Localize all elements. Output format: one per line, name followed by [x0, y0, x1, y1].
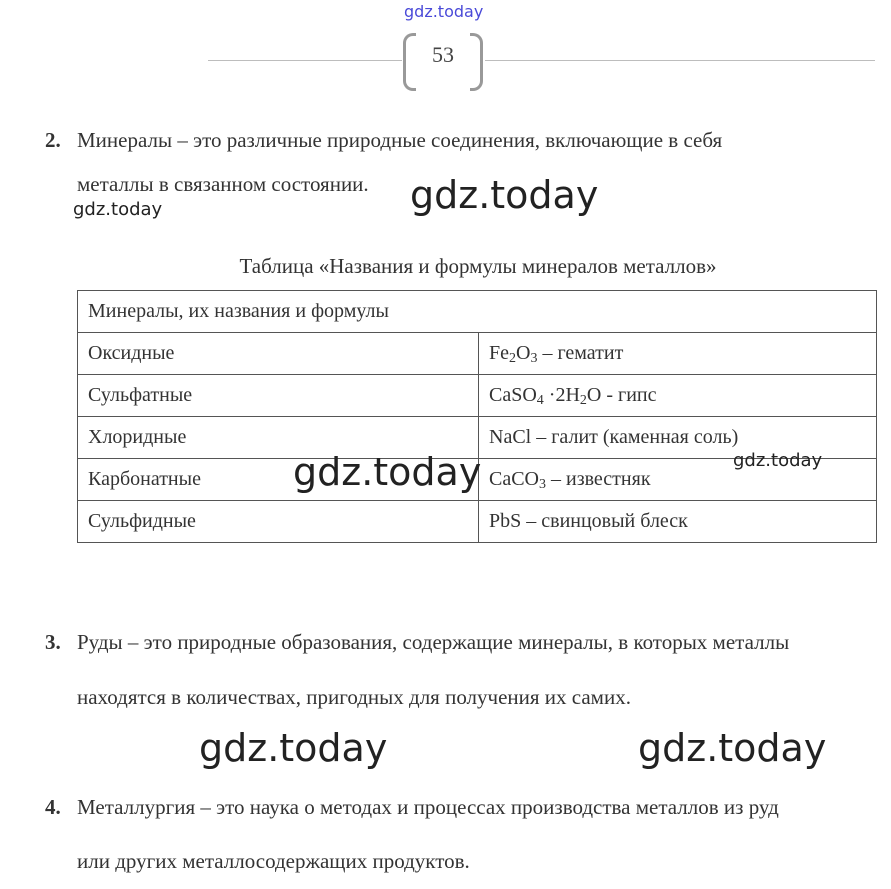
- table-header: Минералы, их названия и формулы: [78, 291, 877, 333]
- mineral-formula: PbS – свинцовый блеск: [479, 501, 877, 543]
- item-3-line-2: находятся в количествах, пригодных для получения их самих.: [77, 685, 631, 709]
- mineral-formula: $Fe_2O_3$ – гематит: [479, 333, 877, 375]
- watermark: gdz.today: [638, 726, 827, 770]
- table-header-row: [78, 291, 877, 333]
- mineral-type: Сульфатные: [78, 375, 479, 417]
- table-row: [78, 333, 877, 375]
- table-row: [78, 375, 877, 417]
- item-4-number: 4.: [45, 795, 61, 819]
- mineral-type: Карбонатные: [78, 459, 479, 501]
- mineral-formula: CaCO$_3$ – известняк: [479, 459, 877, 501]
- mineral-type: Сульфидные: [78, 501, 479, 543]
- watermark: gdz.today: [73, 199, 163, 220]
- item-2-number: 2.: [45, 128, 61, 152]
- header-rule-right: [485, 60, 875, 61]
- minerals-table: [77, 290, 877, 543]
- table-caption: Таблица «Названия и формулы минералов металлов»: [239, 254, 717, 278]
- watermark: gdz.today: [733, 450, 823, 471]
- page-number-box: [403, 33, 483, 85]
- mineral-type: Оксидные: [78, 333, 479, 375]
- watermark: gdz.today: [410, 173, 599, 217]
- item-4-line-1: Металлургия – это наука о методах и процессах производства металлов из руд: [77, 795, 779, 819]
- item-3-number: 3.: [45, 630, 61, 654]
- mineral-formula: CaSO$_4$ $\cdot 2H_2O$ - гипс: [479, 375, 877, 417]
- item-3-line-1: Руды – это природные образования, содержащие минералы, в которых металлы: [77, 630, 790, 654]
- item-4-line-2: или других металлосодержащих продуктов.: [77, 849, 470, 873]
- table-row: [78, 501, 877, 543]
- mineral-type: Хлоридные: [78, 417, 479, 459]
- item-2-line-2: металлы в связанном состоянии.: [77, 172, 369, 196]
- header-rule-left: [208, 60, 402, 61]
- watermark-top: gdz.today: [404, 2, 484, 21]
- watermark: gdz.today: [199, 726, 388, 770]
- watermark: gdz.today: [293, 450, 482, 494]
- item-2-line-1: Минералы – это различные природные соединения, включающие в себя: [77, 128, 723, 152]
- page-number: 53: [432, 42, 454, 67]
- mineral-formula: NaCl – галит (каменная соль): [479, 417, 877, 459]
